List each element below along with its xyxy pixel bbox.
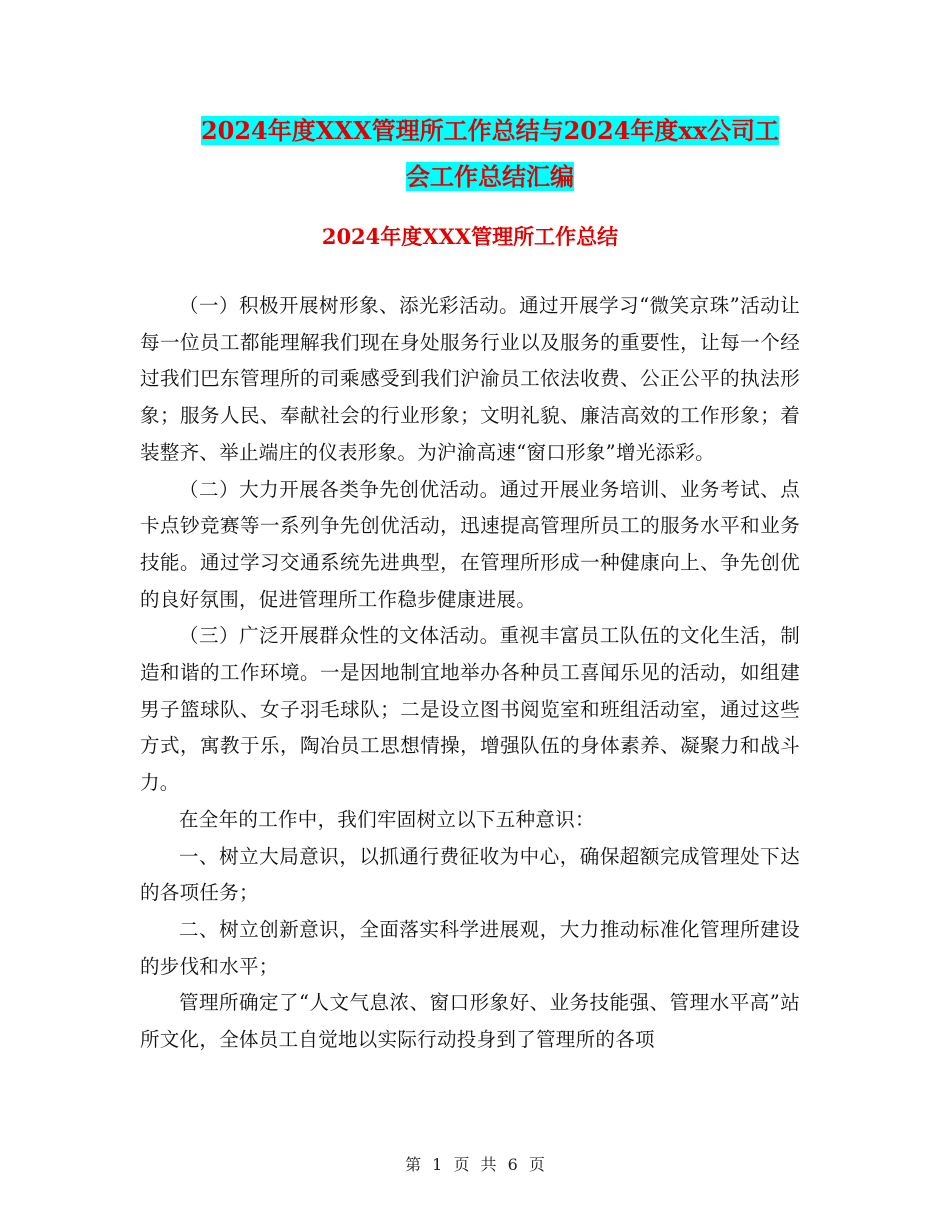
paragraph-1: （一）积极开展树形象、添光彩活动。通过开展学习“微笑京珠”活动让每一位员工都能理解我们现在身处服务行业以及服务的重要性，让每一个经过我们巴东管理所的司乘感受到我们沪渝员工依法收费、公正公平的执法形象；服务人民、奉献社会的行业形象；文明礼貌、廉洁高效的工作形象；着装整齐、举止端庄的仪表形象。为沪渝高速“窗口形象”增光添彩。: [140, 294, 800, 464]
document-body: [140, 288, 800, 1059]
paragraph-3: （三）广泛开展群众性的文体活动。重视丰富员工队伍的文化生活，制造和谐的工作环境。一是因地制宜地举办各种员工喜闻乐见的活动，如组建男子篮球队、女子羽毛球队；二是设立图书阅览室和班组活动室，通过这些方式，寓教于乐，陶冶员工思想情操，增强队伍的身体素养、凝聚力和战斗力。: [140, 624, 800, 795]
page-footer: 第 1 页 共 6 页: [405, 1155, 545, 1174]
section-title: 2024年度XXX管理所工作总结: [321, 224, 619, 249]
paragraph-7: 管理所确定了“人文气息浓、窗口形象好、业务技能强、管理水平高”站所文化，全体员工自觉地以实际行动投身到了管理所的各项: [140, 991, 800, 1052]
paragraph-4: 在全年的工作中，我们牢固树立以下五种意识：: [179, 807, 595, 831]
paragraph-6: 二、树立创新意识，全面落实科学进展观，大力推动标准化管理所建设的步伐和水平；: [140, 917, 800, 978]
document-title-line-1: 2024年度XXX管理所工作总结与2024年度xx公司工: [200, 116, 780, 145]
document-title-line-2: 会工作总结汇编: [406, 162, 574, 191]
paragraph-5: 一、树立大局意识，以抓通行费征收为中心，确保超额完成管理处下达的各项任务；: [140, 844, 800, 905]
document-title: [160, 108, 820, 200]
paragraph-2: （二）大力开展各类争先创优活动。通过开展业务培训、业务考试、点卡点钞竞赛等一系列争先创优活动，迅速提高管理所员工的服务水平和业务技能。通过学习交通系统先进典型，在管理所形成一种健康向上、争先创优的良好氛围，促进管理所工作稳步健康进展。: [140, 477, 800, 611]
